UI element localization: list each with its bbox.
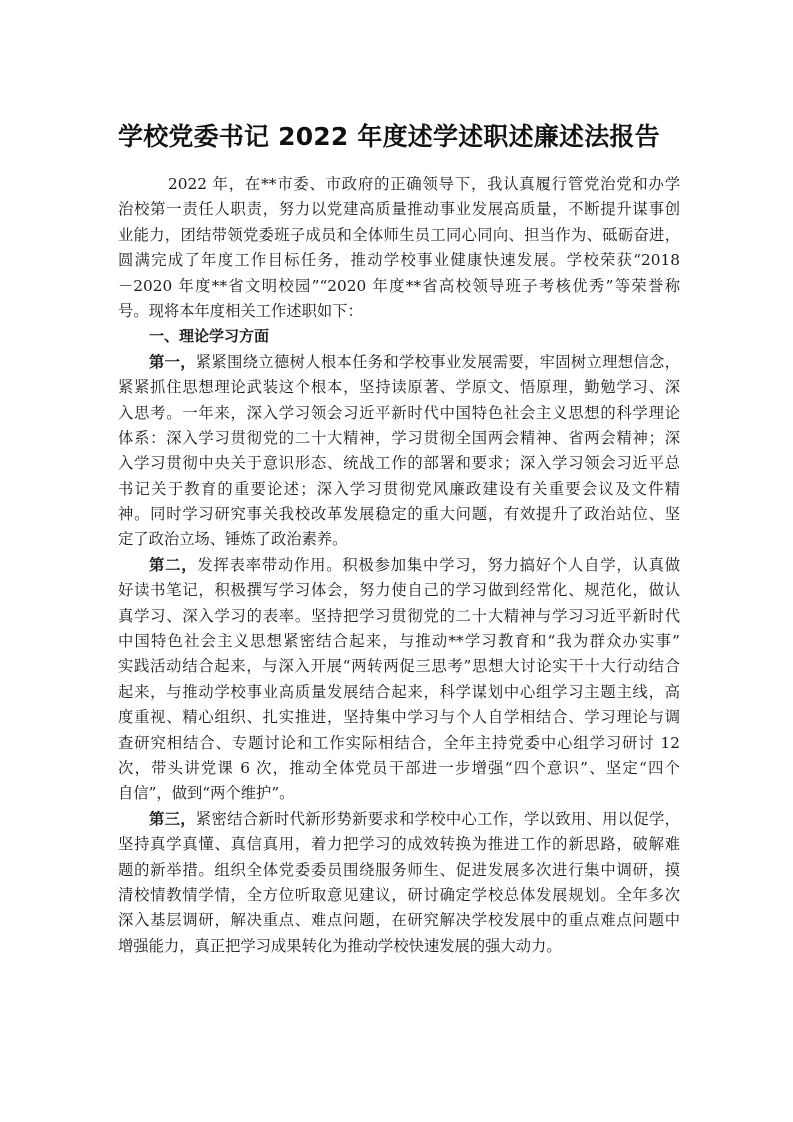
intro-line-4: 圆满完成了年度工作目标任务，推动学校事业健康快速发展。学校荣获“2018 [118,251,680,270]
para2-line-3: 真学习、深入学习的表率。坚持把学习贯彻党的二十大精神与学习习近平新时代 [118,606,680,625]
document-body [118,172,680,959]
para1-line-1 [118,350,680,375]
para2-line-5: 实践活动结合起来，与深入开展“两转两促三思考”思想大讨论实干十大行动结合 [118,657,680,676]
para1-text-1: 紧紧围绕立德树人根本任务和学校事业发展需要，牢固树立理想信念， [195,352,680,371]
para1-lead: 第一， [149,352,196,371]
para2-lead: 第二， [149,555,198,574]
para1-line-5: 入学习贯彻中央关于意识形态、统战工作的部署和要求；深入学习领会习近平总 [118,454,680,473]
para1-line-2: 紧紧抓住思想理论武装这个根本，坚持读原著、学原文、悟原理，勤勉学习、深 [118,378,680,397]
para2-line-10: 自信”，做到“两个维护”。 [118,784,295,803]
para3-lead: 第三， [149,809,196,828]
para1-line-3: 入思考。一年来，深入学习领会习近平新时代中国特色社会主义思想的科学理论 [118,403,680,422]
para1-line-7: 神。同时学习研究事关我校改革发展稳定的重大问题，有效提升了政治站位、坚 [118,505,680,524]
para3-text-1: 紧密结合新时代新形势新要求和学校中心工作，学以致用、用以促学， [195,809,680,828]
para1-line-8: 定了政治立场、锤炼了政治素养。 [118,530,348,549]
para3-line-5: 深入基层调研，解决重点、难点问题，在研究解决学校发展中的重点难点问题中 [118,911,680,930]
para3-line-4: 清校情教情学情，全方位听取意见建议，研讨确定学校总体发展规划。全年多次 [118,885,680,904]
intro-line-2: 治校第一责任人职责，努力以党建高质量推动事业发展高质量，不断提升谋事创 [118,200,680,219]
intro-line-3: 业能力，团结带领党委班子成员和全体师生员工同心同向、担当作为、砥砺奋进， [118,225,680,244]
document-title: 学校党委书记 2022 年度述学述职述廉述法报告 [118,122,660,151]
intro-line-1: 2022 年，在**市委、市政府的正确领导下，我认真履行管党治党和办学 [168,175,680,193]
para3-line-1 [118,807,680,832]
para3-line-6: 增强能力，真正把学习成果转化为推动学校快速发展的强大动力。 [118,936,562,955]
intro-line-5: －2020 年度**省文明校园”“2020 年度**省高校领导班子考核优秀”等荣誉称 [118,276,680,295]
para1-line-6: 书记关于教育的重要论述；深入学习贯彻党风廉政建设有关重要会议及文件精 [118,479,680,498]
intro-line-6: 号。现将本年度相关工作述职如下： [118,301,363,320]
para3-line-2: 坚持真学真懂、真信真用，着力把学习的成效转换为推进工作的新思路，破解难 [118,835,680,854]
para2-line-7: 度重视、精心组织、扎实推进，坚持集中学习与个人自学相结合、学习理论与调 [118,708,680,727]
para2-line-4: 中国特色社会主义思想紧密结合起来，与推动**学习教育和“我为群众办实事” [118,632,680,651]
para2-line-1 [118,553,680,578]
para3-line-3: 题的新举措。组织全体党委委员围绕服务师生、促进发展多次进行集中调研，摸 [118,860,680,879]
para1-line-4: 体系：深入学习贯彻党的二十大精神，学习贯彻全国两会精神、省两会精神；深 [118,428,680,447]
para2-line-2: 好读书笔记，积极撰写学习体会，努力使自己的学习做到经常化、规范化，做认 [118,581,680,600]
para2-line-9: 次，带头讲党课 6 次，推动全体党员干部进一步增强“四个意识”、坚定“四个 [118,758,680,777]
para2-line-6: 起来，与推动学校事业高质量发展结合起来，科学谋划中心组学习主题主线，高 [118,682,680,701]
para2-text-1: 发挥表率带动作用。积极参加集中学习，努力搞好个人自学，认真做 [197,555,680,574]
section-heading: 一、理论学习方面 [149,327,270,346]
para2-line-8: 查研究相结合、专题讨论和工作实际相结合，全年主持党委中心组学习研讨 12 [118,733,680,752]
